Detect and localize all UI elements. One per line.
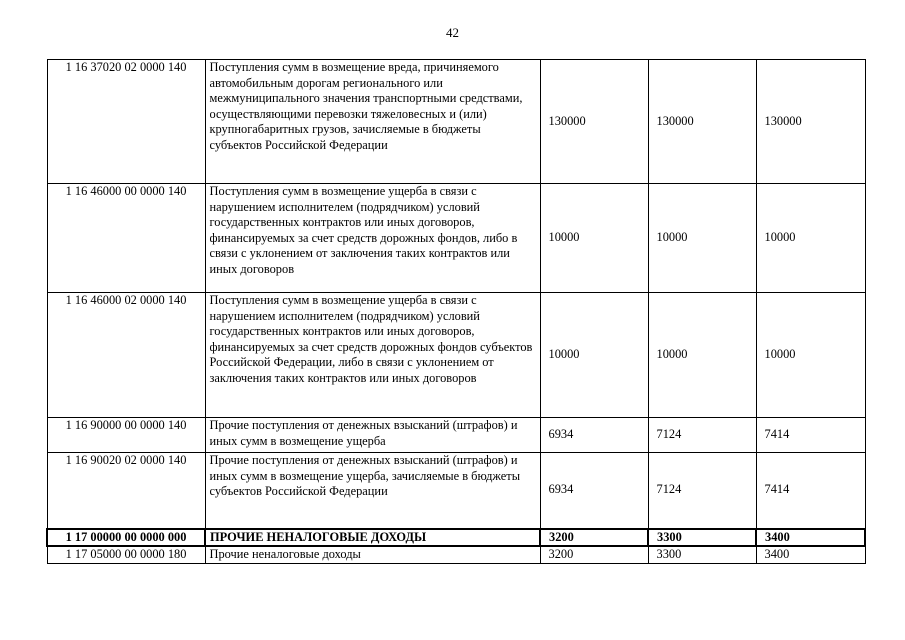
value-year-1: 3200 <box>540 529 648 547</box>
value-year-1: 3200 <box>540 546 648 563</box>
value-year-3: 130000 <box>756 60 865 184</box>
value-year-1: 10000 <box>540 184 648 293</box>
value-year-3: 10000 <box>756 184 865 293</box>
value-year-2: 10000 <box>648 184 756 293</box>
table-row <box>47 293 865 418</box>
value-year-3: 7414 <box>756 418 865 453</box>
value-year-1: 6934 <box>540 418 648 453</box>
page-number: 42 <box>446 25 459 40</box>
budget-code: 1 17 05000 00 0000 180 <box>47 546 205 563</box>
budget-code: 1 16 46000 00 0000 140 <box>47 184 205 293</box>
budget-code: 1 16 37020 02 0000 140 <box>47 60 205 184</box>
revenue-description: Прочие поступления от денежных взысканий (штрафов) и иных сумм в возмещение ущерба <box>205 418 540 453</box>
table-row-section-total <box>47 529 865 547</box>
value-year-2: 7124 <box>648 418 756 453</box>
table-row <box>47 60 865 184</box>
table-row <box>47 184 865 293</box>
budget-code: 1 16 90020 02 0000 140 <box>47 453 205 529</box>
table-row <box>47 453 865 529</box>
value-year-2: 130000 <box>648 60 756 184</box>
value-year-2: 3300 <box>648 546 756 563</box>
value-year-3: 10000 <box>756 293 865 418</box>
value-year-1: 10000 <box>540 293 648 418</box>
budget-code: 1 16 90000 00 0000 140 <box>47 418 205 453</box>
table-row <box>47 418 865 453</box>
value-year-2: 10000 <box>648 293 756 418</box>
value-year-3: 3400 <box>756 529 865 547</box>
revenue-description: Поступления сумм в возмещение вреда, причиняемого автомобильным дорогам регионального или межмуниципального значения транспортными средствами, осуществляющими перевозки тяжеловесных и (или) крупногабаритных грузов, зачисляемые в бюджеты субъектов Российской Федерации <box>205 60 540 184</box>
table-row <box>47 546 865 563</box>
value-year-3: 3400 <box>756 546 865 563</box>
revenue-table <box>46 59 866 564</box>
revenue-description: Поступления сумм в возмещение ущерба в связи с нарушением исполнителем (подрядчиком) условий государственных контрактов или иных договоров, финансируемых за счет средств дорожных фондов субъектов Российской Федерации, либо в связи с уклонением от заключения таких контрактов или иных договоров <box>205 293 540 418</box>
value-year-1: 6934 <box>540 453 648 529</box>
budget-code: 1 16 46000 02 0000 140 <box>47 293 205 418</box>
revenue-description: Прочие поступления от денежных взысканий (штрафов) и иных сумм в возмещение ущерба, зачисляемые в бюджеты субъектов Российской Федерации <box>205 453 540 529</box>
value-year-1: 130000 <box>540 60 648 184</box>
revenue-description: ПРОЧИЕ НЕНАЛОГОВЫЕ ДОХОДЫ <box>205 529 540 547</box>
revenue-description: Поступления сумм в возмещение ущерба в связи с нарушением исполнителем (подрядчиком) условий государственных контрактов или иных договоров, финансируемых за счет средств дорожных фондов, либо в связи с уклонением от заключения таких контрактов или иных договоров <box>205 184 540 293</box>
revenue-description: Прочие неналоговые доходы <box>205 546 540 563</box>
value-year-2: 3300 <box>648 529 756 547</box>
value-year-3: 7414 <box>756 453 865 529</box>
budget-code: 1 17 00000 00 0000 000 <box>47 529 205 547</box>
value-year-2: 7124 <box>648 453 756 529</box>
